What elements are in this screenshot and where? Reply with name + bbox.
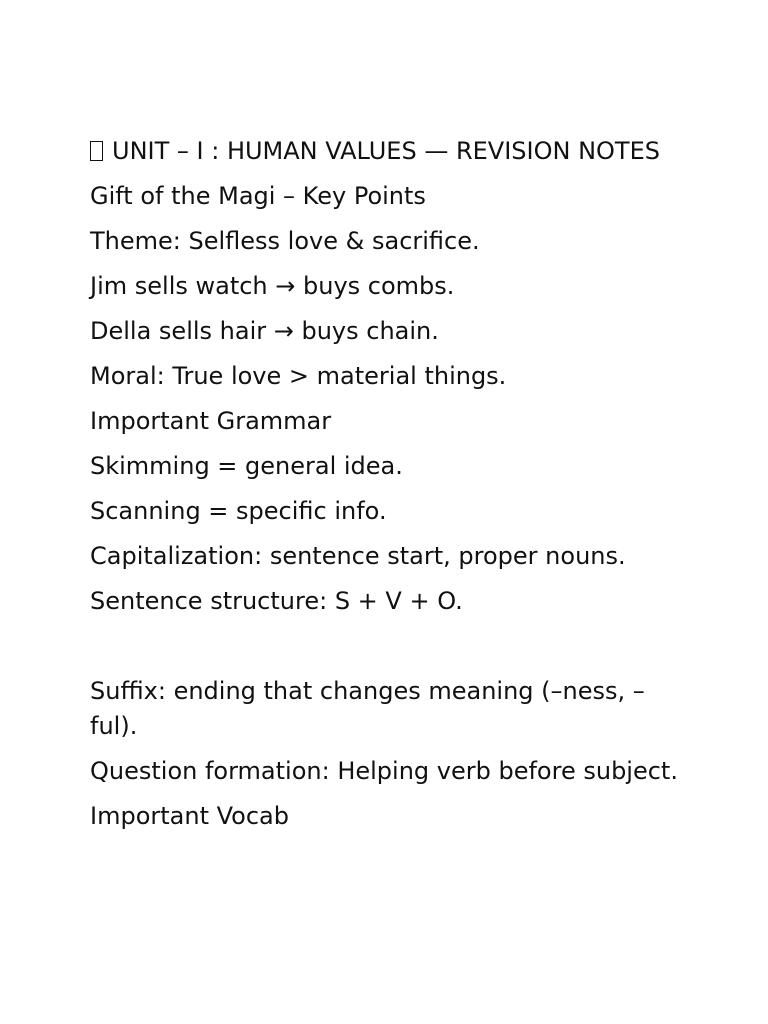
note-line-sentence-structure: Sentence structure: S + V + O. [90,587,463,615]
note-line-jim: Jim sells watch → buys combs. [90,272,455,300]
note-line-moral: Moral: True love > material things. [90,362,507,390]
note-line-theme: Theme: Selfless love & sacrifice. [90,227,480,255]
document-body [90,134,680,844]
note-line-scanning: Scanning = specific info. [90,497,387,525]
document-title-text: UNIT – I : HUMAN VALUES — REVISION NOTES [112,137,660,165]
section-heading-vocab: Important Vocab [90,801,289,830]
section-heading-gift-of-the-magi: Gift of the Magi – Key Points [90,182,426,210]
blank-line [90,629,680,664]
note-line-question-formation: Question formation: Helping verb before subject. [90,756,678,785]
note-line-della: Della sells hair → buys chain. [90,317,439,345]
note-line-suffix: Suffix: ending that changes meaning (–ness, –ful). [90,677,645,740]
section-heading-grammar: Important Grammar [90,407,332,435]
document-title [90,134,680,169]
note-line-skimming: Skimming = general idea. [90,452,403,480]
missing-glyph-icon [90,141,103,161]
note-line-capitalization: Capitalization: sentence start, proper nouns. [90,542,626,570]
